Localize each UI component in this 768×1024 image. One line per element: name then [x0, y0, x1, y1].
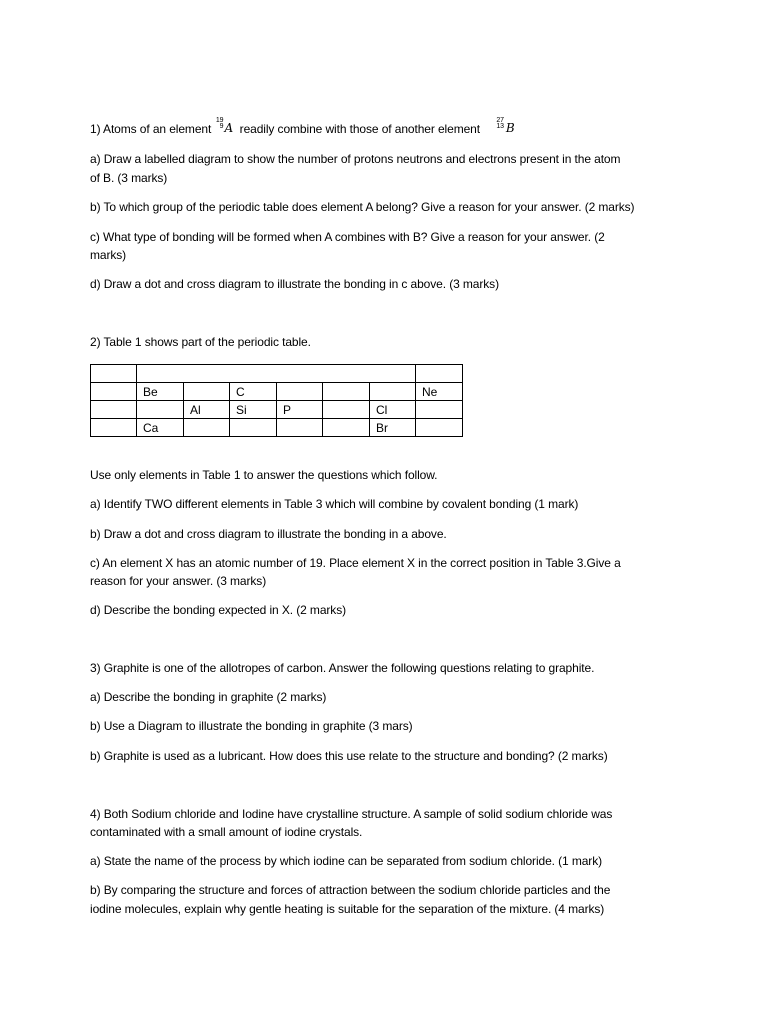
table-cell	[416, 365, 463, 383]
table-row	[91, 401, 463, 419]
table-cell	[91, 401, 137, 419]
q1-intro-prefix: 1) Atoms of an element	[90, 122, 212, 136]
element-a-atomic-number: 9	[219, 123, 224, 130]
q1-b: b) To which group of the periodic table does element A belong? Give a reason for your answer. (2 marks)	[90, 200, 635, 214]
q3-intro: 3) Graphite is one of the allotropes of carbon. Answer the following questions relating to graphite.	[90, 661, 595, 675]
table-row	[91, 365, 463, 383]
table-cell: C	[230, 383, 277, 401]
table-cell	[184, 419, 230, 437]
q2-d: d) Describe the bonding expected in X. (2 marks)	[90, 603, 346, 617]
table-cell: Ca	[137, 419, 184, 437]
table-cell: Al	[184, 401, 230, 419]
q4-b-line2: iodine molecules, explain why gentle heating is suitable for the separation of the mixture. (4 marks)	[90, 902, 605, 916]
table-cell: Be	[137, 383, 184, 401]
element-a-mass-number: 19	[215, 117, 224, 124]
q4-a: a) State the name of the process by which iodine can be separated from sodium chloride. (1 mark)	[90, 854, 602, 868]
table-cell	[277, 383, 323, 401]
table-cell	[91, 383, 137, 401]
q2-c-line1: c) An element X has an atomic number of 19. Place element X in the correct position in Table 3.Give a	[90, 556, 621, 570]
q3-b2: b) Graphite is used as a lubricant. How does this use relate to the structure and bonding? (2 marks)	[90, 749, 608, 763]
element-b-atomic-number: 13	[496, 123, 504, 130]
q2-c-line2: reason for your answer. (3 marks)	[90, 574, 267, 588]
table-row	[91, 419, 463, 437]
table-cell	[416, 401, 463, 419]
table-cell	[323, 383, 370, 401]
q2-intro: 2) Table 1 shows part of the periodic table.	[90, 335, 311, 349]
table-cell: Ne	[416, 383, 463, 401]
q1-intro	[90, 117, 690, 139]
table-cell	[184, 383, 230, 401]
q1-a-line1: a) Draw a labelled diagram to show the number of protons neutrons and electrons present in the atom	[90, 152, 621, 166]
table-cell	[370, 383, 416, 401]
q4-intro-line1: 4) Both Sodium chloride and Iodine have crystalline structure. A sample of solid sodium chloride was	[90, 807, 613, 821]
table-cell	[277, 419, 323, 437]
element-b-notation	[493, 117, 519, 135]
periodic-table	[90, 364, 463, 437]
table-cell: Si	[230, 401, 277, 419]
q1-d: d) Draw a dot and cross diagram to illustrate the bonding in c above. (3 marks)	[90, 277, 499, 291]
element-b-symbol: B	[505, 121, 515, 135]
q1-a-line2: of B. (3 marks)	[90, 171, 168, 185]
q4-b-line1: b) By comparing the structure and forces of attraction between the sodium chloride particles and the	[90, 883, 611, 897]
q4-intro-line2: contaminated with a small amount of iodine crystals.	[90, 825, 363, 839]
table-cell: P	[277, 401, 323, 419]
element-a-symbol: A	[224, 121, 234, 135]
q2-instruction: Use only elements in Table 1 to answer the questions which follow.	[90, 468, 438, 482]
table-cell	[91, 419, 137, 437]
table-cell: Cl	[370, 401, 416, 419]
q1-c-line2: marks)	[90, 248, 127, 262]
table-cell	[323, 419, 370, 437]
q1-c-line1: c) What type of bonding will be formed when A combines with B? Give a reason for your answer. (2	[90, 230, 605, 244]
element-b-mass-number: 27	[496, 117, 504, 124]
table-cell	[137, 401, 184, 419]
q3-a: a) Describe the bonding in graphite (2 marks)	[90, 690, 327, 704]
q3-b1: b) Use a Diagram to illustrate the bonding in graphite (3 mars)	[90, 719, 413, 733]
table-cell	[91, 365, 137, 383]
table-cell	[137, 365, 416, 383]
q1-intro-middle: readily combine with those of another element	[239, 122, 480, 136]
table-row	[91, 383, 463, 401]
table-cell	[323, 401, 370, 419]
element-a-notation	[214, 117, 236, 135]
q2-b: b) Draw a dot and cross diagram to illustrate the bonding in a above.	[90, 527, 447, 541]
q2-a: a) Identify TWO different elements in Table 3 which will combine by covalent bonding (1 mark)	[90, 497, 579, 511]
table-cell	[230, 419, 277, 437]
table-cell	[416, 419, 463, 437]
table-cell: Br	[370, 419, 416, 437]
